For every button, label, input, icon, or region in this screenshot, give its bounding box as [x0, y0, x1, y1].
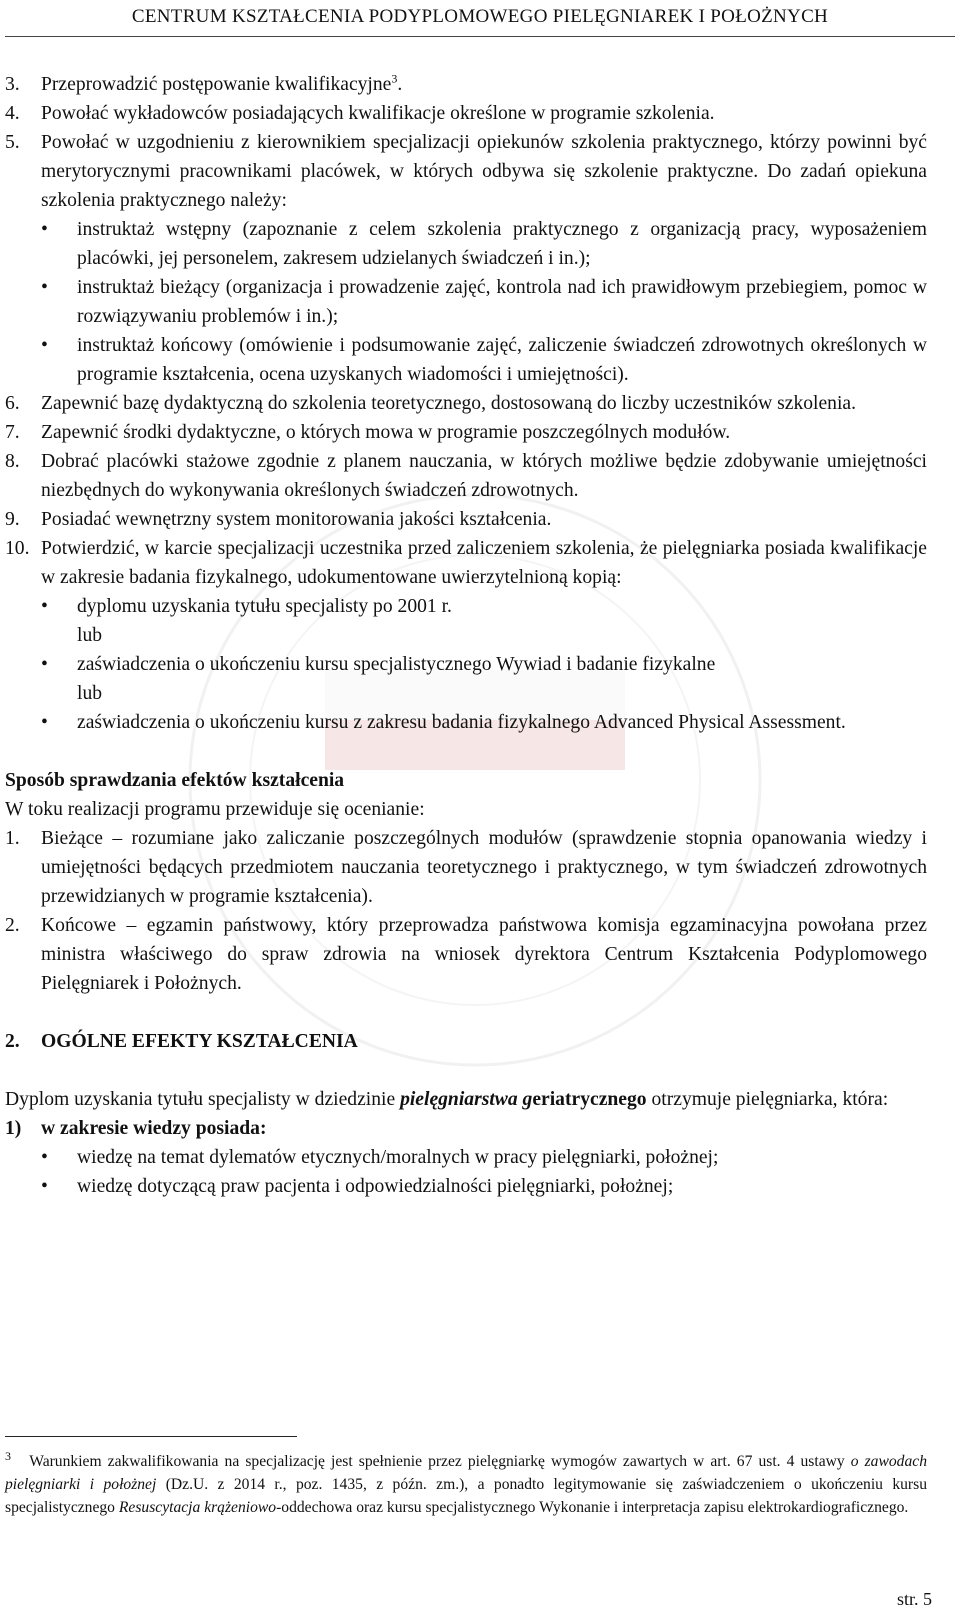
section-heading: 2. OGÓLNE EFEKTY KSZTAŁCENIA	[5, 1031, 358, 1052]
bullet-item: • dyplomu uzyskania tytułu specjalisty po 2001 r.	[41, 596, 452, 617]
list-item: 6. Zapewnić bazę dydaktyczną do szkolenia teoretycznego, dostosowaną do liczby uczestników szkolenia.	[5, 393, 857, 414]
item5-bullets	[5, 215, 927, 389]
assessment-intro: W toku realizacji programu przewiduje się ocenianie:	[5, 799, 425, 820]
assessment-title: Sposób sprawdzania efektów kształcenia	[5, 770, 345, 791]
list-item: 1. Bieżące – rozumiane jako zaliczanie poszczególnych modułów (sprawdzenie stopnia opanowania wiedzy i umiejętności będących przedmiotem nauczania teoretycznego i praktycznego, w tym świadczeń zdrowotnych przewidzianych w programie kształcenia).	[5, 828, 927, 907]
document-body	[5, 70, 927, 1201]
bullet-item: • zaświadczenia o ukończeniu kursu z zakresu badania fizykalnego Advanced Physical Assessment.	[41, 712, 846, 733]
page-number: str. 5	[896, 1589, 932, 1609]
bullet-item: • wiedzę dotyczącą praw pacjenta i odpowiedzialności pielęgniarki, położnej;	[41, 1176, 674, 1197]
list-item: 4. Powołać wykładowców posiadających kwalifikacje określone w programie szkolenia.	[5, 103, 715, 124]
item10-bullets-2	[5, 650, 927, 679]
item10-bullets-3	[5, 708, 927, 737]
item10-bullets	[5, 592, 927, 621]
page-header: CENTRUM KSZTAŁCENIA PODYPLOMOWEGO PIELĘGNIAREK I POŁOŻNYCH	[131, 6, 829, 27]
or-text: lub	[77, 683, 103, 704]
list-item: 9. Posiadać wewnętrzny system monitorowania jakości kształcenia.	[5, 509, 552, 530]
bullet-item: • instruktaż końcowy (omówienie i podsumowanie zajęć, zaliczenie świadczeń zdrowotnych określonych w programie kształcenia, ocena uzyskanych wiadomości i umiejętności).	[41, 335, 927, 385]
section-intro: Dyplom uzyskania tytułu specjalisty w dziedzinie pielęgniarstwa geriatrycznego otrzymuje pielęgniarka, która:	[5, 1089, 889, 1110]
or-text: lub	[77, 625, 103, 646]
list-item: 2. Końcowe – egzamin państwowy, który przeprowadza państwowa komisja egzaminacyjna powołana przez ministra właściwego do spraw zdrowia na wniosek dyrektora Centrum Kształcenia Podyplomowego Pielęgniarek i Położnych.	[5, 915, 927, 994]
list-item: 8. Dobrać placówki stażowe zgodnie z planem nauczania, w których możliwe będzie zdobywanie umiejętności niezbędnych do wykonywania określonych świadczeń zdrowotnych.	[5, 451, 927, 501]
knowledge-bullets	[5, 1143, 927, 1201]
bullet-item: • instruktaż bieżący (organizacja i prowadzenie zajęć, kontrola nad ich prawidłowym przebiegiem, pomoc w rozwiązywaniu problemów i in.);	[41, 277, 927, 327]
list-item: 10. Potwierdzić, w karcie specjalizacji uczestnika przed zaliczeniem szkolenia, że pielęgniarka posiada kwalifikacje w zakresie badania fizykalnego, udokumentowane uwierzytelnioną kopią:	[5, 538, 927, 588]
header-rule	[5, 36, 955, 37]
list-item: 3. Przeprowadzić postępowanie kwalifikacyjne$^3$.	[5, 71, 403, 95]
footnote-rule	[5, 1436, 297, 1437]
bullet-item: • instruktaż wstępny (zapoznanie z celem szkolenia praktycznego z organizacją pracy, wyposażeniem placówki, jej personelem, zakresem udzielanych świadczeń i in.);	[41, 219, 927, 269]
list-item: 5. Powołać w uzgodnieniu z kierownikiem specjalizacji opiekunów szkolenia praktycznego, którzy powinni być merytorycznymi pracownikami placówek, w których odbywa się szkolenie praktyczne. Do zadań opiekuna szkolenia praktycznego należy:	[5, 132, 927, 211]
footnote: $^3$ Warunkiem zakwalifikowania na specjalizację jest spełnienie przez pielęgniarkę wymogów zawartych w art. 67 ust. 4 ustawy o zawodach pielęgniarki i położnej (Dz.U. z 2014 r., poz. 1435, z późn. zm.), a ponadto legitymowanie się zaświadczeniem o ukończeniu kursu specjalistycznego Resuscytacja krążeniowo-oddechowa oraz kursu specjalistycznego Wykonanie i interpretacja zapisu elektrokardiograficznego.	[5, 1448, 927, 1516]
bullet-item: • wiedzę na temat dylematów etycznych/moralnych w pracy pielęgniarki, położnej;	[41, 1147, 719, 1168]
bullet-item: • zaświadczenia o ukończeniu kursu specjalistycznego Wywiad i badanie fizykalne	[41, 654, 716, 675]
subsection-heading: 1) w zakresie wiedzy posiada:	[5, 1118, 267, 1139]
list-item: 7. Zapewnić środki dydaktyczne, o których mowa w programie poszczególnych modułów.	[5, 422, 731, 443]
